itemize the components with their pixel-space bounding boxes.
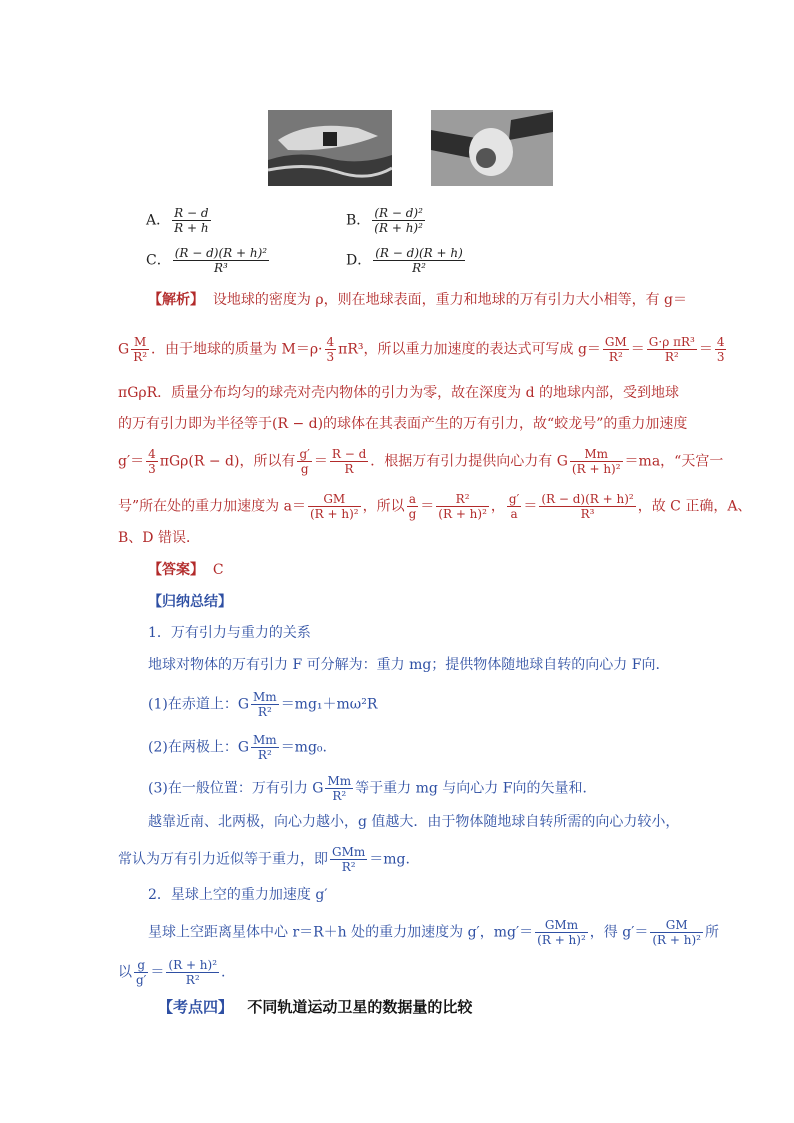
frac-m-numerator: M — [131, 335, 149, 350]
point-2-formula: ＝mg₀. — [280, 739, 327, 756]
analysis-text-1: 设地球的密度为 ρ，则在地球表面，重力和地球的万有引力大小相等，有 g＝ — [212, 292, 687, 308]
point-1-formula: ＝mg₁＋mω²R — [280, 696, 378, 713]
option-b-numerator: (R − d)² — [372, 206, 425, 221]
text-4-lead: 星球上空距离星体中心 r＝R＋h 处的重力加速度为 g′，mg′＝ — [148, 924, 534, 941]
frac-ag-denominator: g — [408, 507, 417, 521]
frac-43c-denominator: 3 — [148, 462, 156, 476]
text-5-equals: ＝ — [150, 964, 165, 981]
answer-value: C — [212, 562, 224, 578]
text-5-frac-denominator: g′ — [136, 973, 147, 987]
summary-text-4 — [148, 918, 719, 947]
comma: ， — [490, 498, 505, 515]
analysis-line-1 — [148, 290, 687, 310]
analysis-text-2c: πR³，所以重力加速度的表达式可写成 g＝ — [338, 341, 601, 358]
frac-mm-numerator: Mm — [570, 447, 623, 462]
option-d-denominator: R² — [412, 261, 426, 275]
option-b-denominator: (R + h)² — [374, 221, 423, 235]
text-5-frac2-denominator: R² — [185, 973, 200, 987]
frac-43b-denominator: 3 — [716, 350, 725, 364]
analysis-text-5c: ．根据万有引力提供向心力有 G — [370, 453, 568, 470]
equals-sign-4: ＝ — [420, 498, 435, 515]
analysis-text-5b: πGρ(R − d)，所以有 — [159, 453, 296, 470]
summary-point-3 — [148, 774, 596, 803]
option-d-label: D． — [346, 252, 372, 269]
equals-sign-3: ＝ — [313, 453, 328, 470]
point-1-text: (1)在赤道上：G — [148, 696, 250, 713]
frac-rd-denominator: R — [344, 462, 354, 476]
text-5-frac2-numerator: (R + h)² — [168, 958, 218, 972]
analysis-text-3: πGρR．质量分布均匀的球壳对壳内物体的引力为零，故在深度为 d 的地球内部，受到地球 — [118, 385, 680, 401]
text-4-tail: 所 — [705, 924, 719, 941]
summary-tag: 【归纳总结】 — [148, 594, 232, 610]
point-1-denominator: R² — [257, 705, 272, 719]
frac-gm-numerator: GM — [604, 335, 627, 349]
analysis-line-2 — [118, 335, 728, 364]
frac-gm-denominator: R² — [608, 350, 623, 364]
option-d — [346, 246, 467, 275]
frac-r2-denominator: (R + h)² — [438, 507, 487, 521]
analysis-text-6d: ，故 C 正确，A、 — [637, 498, 752, 515]
text-4-frac-numerator: GMm — [535, 918, 588, 933]
analysis-text-6b: ，所以 — [362, 498, 405, 515]
option-c-numerator: (R − d)(R + h)² — [174, 246, 268, 260]
analysis-text-5d: ＝ma，“天宫一 — [624, 453, 724, 470]
frac-final-denominator: R³ — [580, 507, 595, 521]
text-4-frac-denominator: (R + h)² — [537, 933, 586, 947]
text-5-frac-numerator: g — [134, 958, 148, 973]
analysis-text-7: B、D 错误． — [118, 530, 200, 546]
submarine-photo — [268, 110, 392, 186]
space-station-graphic — [431, 110, 553, 186]
frac-43-denominator: 3 — [326, 350, 335, 364]
option-c-label: C． — [146, 252, 171, 269]
text-4-frac2-numerator: GM — [650, 918, 703, 933]
frac-final-numerator: (R − d)(R + h)² — [541, 492, 634, 506]
section-4-title: 不同轨道运动卫星的数据量的比较 — [247, 998, 473, 1016]
frac-m-denominator: R² — [133, 350, 148, 364]
submarine-graphic — [268, 110, 392, 186]
summary-heading-1: 1．万有引力与重力的关系 — [148, 625, 311, 641]
analysis-text-4: 的万有引力即为半径等于(R − d)的球体在其表面产生的万有引力，故“蛟龙号”的重力加速度 — [118, 416, 688, 432]
frac-a-numerator: GM — [308, 492, 361, 507]
option-c-denominator: R³ — [213, 261, 228, 275]
option-a-label: A． — [146, 212, 171, 229]
equals-sign-5: ＝ — [523, 498, 538, 515]
option-c — [146, 246, 271, 275]
point-3-text: (3)在一般位置：万有引力 G — [148, 780, 324, 797]
section-4-tag: 【考点四】 — [158, 998, 234, 1016]
option-b — [346, 206, 427, 235]
summary-point-2 — [148, 733, 327, 762]
point-2-numerator: Mm — [253, 733, 277, 747]
summary-text-5 — [118, 958, 225, 987]
space-station-photo — [431, 110, 553, 186]
point-3-numerator: Mm — [327, 774, 352, 788]
text-5-tail: . — [221, 964, 226, 981]
analysis-line-3 — [118, 383, 679, 403]
point-2-text: (2)在两极上：G — [148, 739, 250, 756]
frac-gpa-denominator: a — [510, 507, 518, 521]
option-b-label: B． — [346, 212, 371, 229]
summary-text-1: 地球对物体的万有引力 F 可分解为：重力 mg；提供物体随地球自转的向心力 F向. — [148, 657, 660, 673]
text-4-mid: ，得 g′＝ — [589, 924, 649, 941]
summary-text-3 — [118, 845, 410, 874]
frac-r2-numerator: R² — [436, 492, 489, 507]
option-d-numerator: (R − d)(R + h) — [375, 246, 463, 260]
frac-gpa-numerator: g′ — [508, 492, 520, 506]
frac-gprime-numerator: g′ — [299, 447, 310, 461]
answer-tag: 【答案】 — [148, 562, 204, 578]
answer-line — [148, 560, 224, 580]
text-3-lead: 常认为万有引力近似等于重力，即 — [118, 851, 328, 868]
point-1-numerator: Mm — [253, 690, 277, 704]
point-3-denominator: R² — [332, 789, 347, 803]
frac-mm-denominator: (R + h)² — [571, 462, 621, 476]
analysis-text-2b: ．由于地球的质量为 M＝ρ· — [151, 341, 323, 358]
option-a-numerator: R − d — [172, 206, 210, 221]
text-3-denominator: R² — [341, 860, 356, 874]
analysis-line-6 — [118, 492, 751, 521]
point-2-denominator: R² — [257, 748, 272, 762]
analysis-line-4 — [118, 414, 687, 434]
summary-text-2: 越靠近南、北两极，向心力越小，g 值越大．由于物体随地球自转所需的向心力较小， — [148, 814, 680, 830]
analysis-g-symbol: G — [118, 341, 130, 358]
frac-rd-numerator: R − d — [331, 447, 367, 461]
analysis-line-5 — [118, 447, 723, 476]
text-3-tail: ＝mg. — [369, 851, 410, 868]
frac-density-numerator: G·ρ πR³ — [648, 335, 695, 349]
equals-sign-2: ＝ — [698, 341, 713, 358]
frac-43c-numerator: 4 — [148, 447, 156, 461]
point-3-formula: 等于重力 mg 与向心力 F向的矢量和． — [355, 780, 597, 797]
frac-gprime-denominator: g — [300, 462, 309, 476]
analysis-tag: 【解析】 — [148, 292, 204, 308]
analysis-line-7 — [118, 528, 200, 548]
section-4-heading — [158, 997, 472, 1017]
text-5-lead: 以 — [118, 964, 132, 981]
summary-heading-2: 2．星球上空的重力加速度 g′ — [148, 887, 328, 903]
frac-density-denominator: R² — [664, 350, 679, 364]
text-3-numerator: GMm — [332, 845, 366, 859]
analysis-text-6a: 号”所在处的重力加速度为 a＝ — [118, 498, 306, 515]
frac-ag-numerator: a — [407, 492, 419, 507]
analysis-text-5a: g′＝ — [118, 453, 145, 470]
frac-43b-numerator: 4 — [716, 335, 725, 349]
option-a-denominator: R + h — [174, 221, 209, 235]
summary-point-1 — [148, 690, 377, 719]
option-a — [146, 206, 213, 235]
equals-sign: ＝ — [630, 341, 645, 358]
frac-a-denominator: (R + h)² — [309, 507, 359, 521]
text-4-frac2-denominator: (R + h)² — [652, 933, 701, 947]
frac-43-numerator: 4 — [326, 335, 335, 349]
